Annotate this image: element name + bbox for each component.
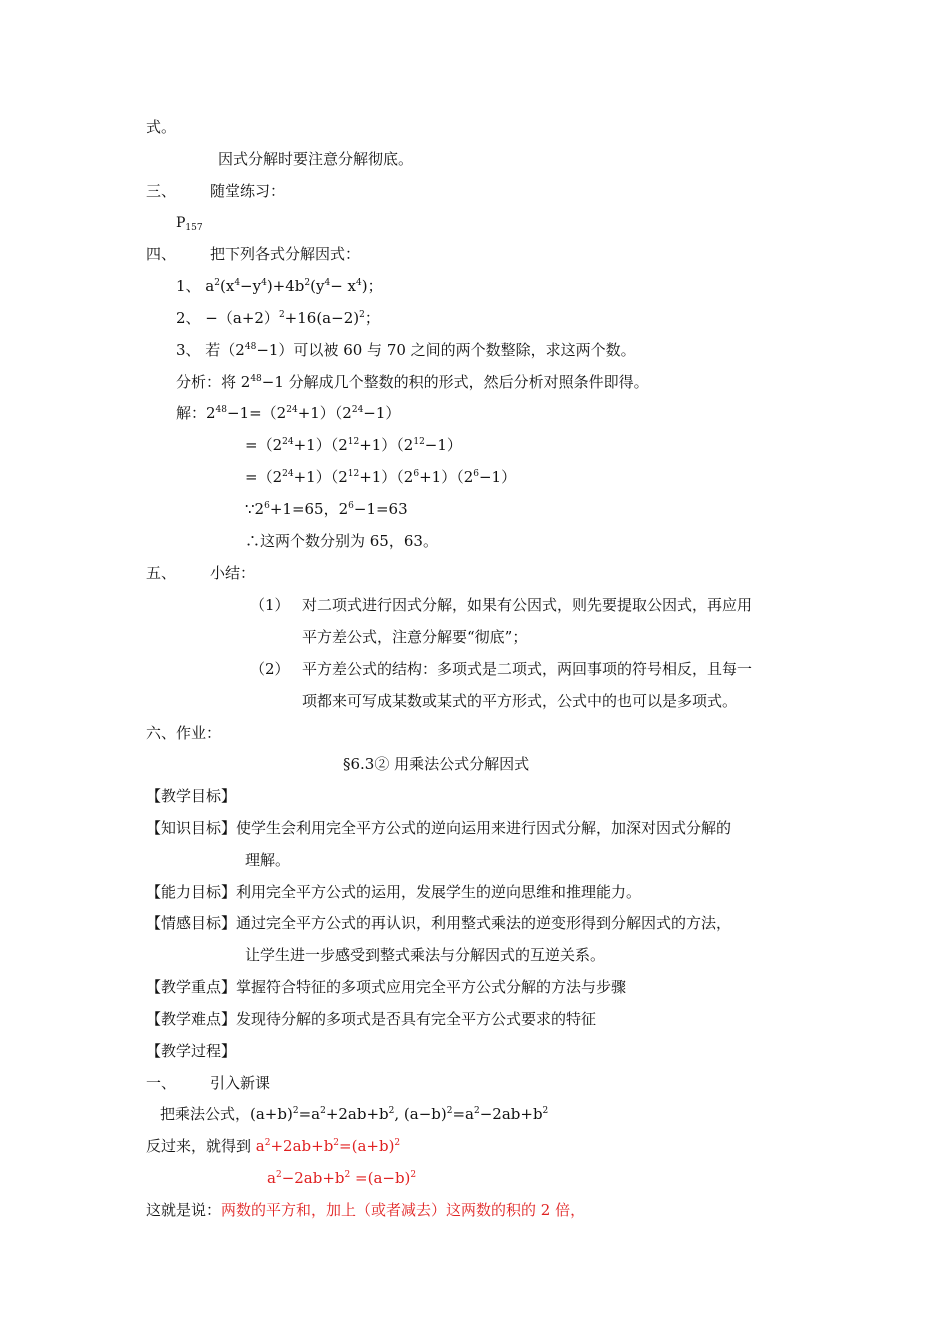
text-line: 因式分解时要注意分解彻底。 (218, 150, 414, 168)
text-line: 理解。 (245, 851, 291, 869)
text-line: 【教学难点】发现待分解的多项式是否具有完全平方公式要求的特征 (146, 1010, 597, 1028)
text-line: 【情感目标】通过完全平方公式的再认识，利用整式乘法的逆变形得到分解因式的方法， (146, 914, 732, 932)
summary-text: 对二项式进行因式分解，如果有公因式，则先要提取公因式，再应用 (302, 596, 753, 614)
analysis-line: 分析：将 $2^{48}-1$ 分解成几个整数的积的形式，然后分析对照条件即得。 (176, 373, 649, 391)
text-line: 这就是说：两数的平方和，加上（或者减去）这两数的积的 2 倍， (146, 1201, 586, 1219)
summary-text: 平方差公式的结构：多项式是二项式，两回事项的符号相反，且每一 (302, 660, 753, 678)
text-line: 式。 (146, 118, 177, 136)
exercise-2: 2、 $-(a+2)^2+16(a-2)^2$； (176, 309, 380, 327)
text-line: 【教学重点】掌握符合特征的多项式应用完全平方公式分解的方法与步骤 (146, 978, 627, 996)
section-number: 一、 (146, 1074, 177, 1092)
lesson-heading: §6.3② 用乘法公式分解因式 (343, 755, 530, 773)
section-title: 引入新课 (210, 1074, 271, 1092)
section-number: 三、 (146, 182, 177, 200)
exercise-1: 1、 $a^2(x^4-y^4)+4b^2(y^4- x^4)$； (176, 277, 383, 295)
solution-line: ∴这两个数分别为 65，63。 (245, 532, 438, 550)
solution-line: $=(2^{24}+1)(2^{12}+1)(2^{12}-1)$ (245, 436, 462, 454)
section-title: 把下列各式分解因式： (210, 245, 361, 263)
formula-line: $a^2-2ab+b^2 =(a-b)^2$ (267, 1169, 417, 1187)
text-line: 让学生进一步感受到整式乘法与分解因式的互逆关系。 (245, 946, 606, 964)
summary-number: （1） (250, 596, 290, 614)
summary-text: 项都来可写成某数或某式的平方形式，公式中的也可以是多项式。 (302, 692, 738, 710)
solution-line: $=(2^{24}+1)(2^{12}+1)(2^6+1)(2^6-1)$ (245, 468, 517, 486)
formula-line: 反过来，就得到 $a^2+2ab+b^2=(a+b)^2$ (146, 1137, 401, 1155)
section-title: 小结： (210, 564, 256, 582)
solution-line: $\because 2^6+1=65$，$2^6-1=63$ (245, 500, 408, 518)
section-title: 随堂练习： (210, 182, 286, 200)
section-title: 六、作业： (146, 724, 222, 742)
text-line: 【教学目标】 (146, 787, 237, 805)
formula-line: 把乘法公式，$(a+b)^2=a^2+2ab+b^2$, $(a-b)^2=a^2-2ab+b^2$ (160, 1105, 549, 1123)
text-line: 【能力目标】利用完全平方公式的运用，发展学生的逆向思维和推理能力。 (146, 883, 642, 901)
page-reference: $P_{157}$ (176, 215, 203, 233)
summary-number: （2） (250, 660, 290, 678)
solution-line: 解：$2^{48}-1=(2^{24}+1)(2^{24}-1)$ (176, 404, 401, 422)
section-number: 五、 (146, 564, 177, 582)
exercise-3: 3、 若$(2^{48}-1)$可以被 60 与 70 之间的两个数整除，求这两个数。 (176, 341, 636, 359)
text-line: 【教学过程】 (146, 1042, 237, 1060)
text-line: 【知识目标】使学生会利用完全平方公式的逆向运用来进行因式分解，加深对因式分解的 (146, 819, 732, 837)
summary-text: 平方差公式，注意分解要“彻底”； (302, 628, 528, 646)
section-number: 四、 (146, 245, 177, 263)
